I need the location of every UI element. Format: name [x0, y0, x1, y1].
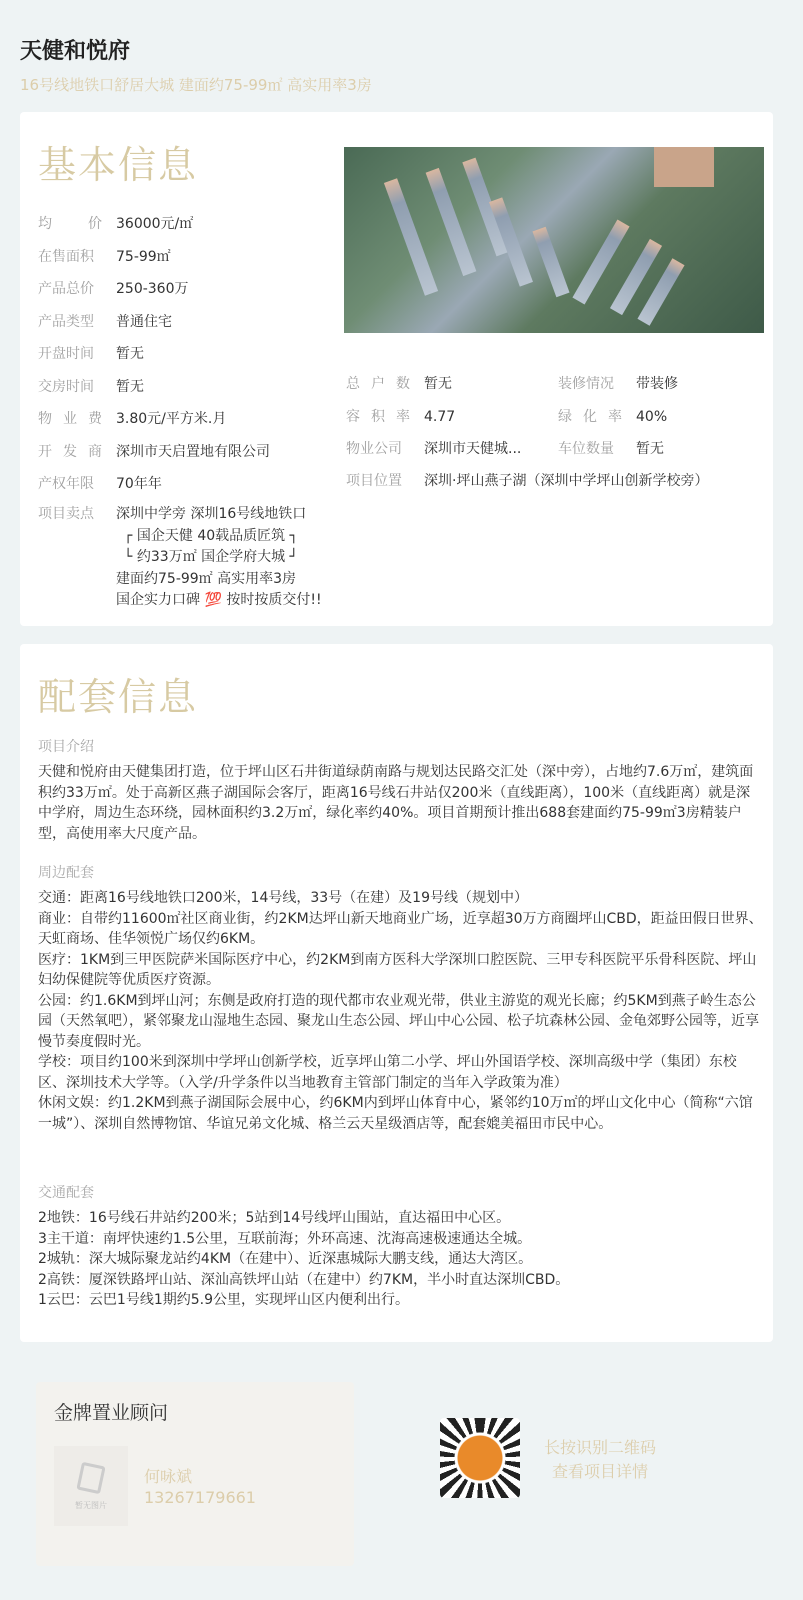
info-label-char: 容 — [346, 408, 360, 425]
info-value: 40% — [636, 408, 668, 425]
info-label-char: 业 — [63, 411, 77, 427]
selling-point-line: 建面约75-99㎡ 高实用率3房 — [116, 570, 297, 587]
traffic-item: 1云巴：云巴1号线1期约5.9公里，实现坪山区内便利出行。 — [38, 1292, 409, 1308]
info-label-char: 商 — [88, 443, 102, 460]
info-label: 在售面积 — [38, 248, 94, 265]
info-value: 75-99㎡ — [116, 248, 171, 265]
qr-hint — [530, 1436, 670, 1484]
info-label — [38, 409, 116, 429]
facilities-card — [20, 644, 773, 1342]
info-row-location — [346, 471, 708, 491]
selling-point-line: 深圳中学旁 深圳16号线地铁口 — [116, 506, 307, 522]
info-row — [38, 377, 144, 397]
info-label: 项目位置 — [346, 473, 402, 489]
photo-placeholder-text: 暂无图片 — [75, 1501, 107, 1510]
surround-item: 商业：自带约11600㎡社区商业街，约2KM达坪山新天地商业广场，近享超30万方商圈坪山CBD，距益田假日世界、天虹商场、佳华领悦广场仅约6KM。 — [38, 910, 763, 947]
info-value: 暂无 — [116, 378, 144, 395]
info-row — [38, 442, 270, 462]
surround-item: 休闲文娱：约1.2KM到燕子湖国际会展中心，约6KM内到坪山体育中心，紧邻约10万㎡的坪山文化中心（简称“六馆一城”）、深圳自然博物馆、华谊兄弟文化城、格兰云天星级酒店等，配套媲美福田市民中心。 — [38, 1095, 753, 1132]
info-label-char: 发 — [63, 443, 77, 460]
selling-points — [38, 504, 322, 612]
info-label-char: 费 — [88, 411, 102, 427]
info-label-char: 均 — [38, 216, 52, 232]
selling-point-line: ┌ 国企天健 40载品质匠筑 ┐ — [124, 527, 299, 544]
info-label — [38, 442, 116, 462]
info-value: 3.80元/平方米.月 — [116, 411, 227, 427]
basic-info-card — [20, 112, 773, 626]
info-value: 4.77 — [424, 408, 456, 425]
advisor-heading: 金牌置业顾问 — [54, 1402, 169, 1424]
qr-hint-line: 长按识别二维码 — [543, 1438, 656, 1457]
info-row — [558, 439, 664, 459]
project-aerial-image[interactable] — [344, 147, 764, 333]
info-value: 暂无 — [424, 376, 452, 392]
traffic-item: 2城轨：深大城际聚龙站约4KM（在建中）、近深惠城际大鹏支线，通达大湾区。 — [38, 1251, 533, 1267]
info-row — [38, 247, 171, 267]
info-value: 普通住宅 — [116, 313, 172, 330]
qr-hint-line: 查看项目详情 — [551, 1462, 648, 1481]
info-row — [38, 474, 162, 494]
info-label-char: 总 — [346, 376, 360, 392]
info-label: 交房时间 — [38, 378, 94, 395]
info-row — [38, 312, 172, 332]
selling-point-line: 国企实力口碑 💯 按时按质交付!! — [116, 592, 322, 608]
info-label: 产品总价 — [38, 281, 94, 297]
surround-item: 学校：项目约100米到深圳中学坪山创新学校，近享坪山第二小学、坪山外国语学校、深圳高级中学（集团）东校区、深圳技术大学等。（入学/升学条件以当地教育主管部门制定的当年入学政策为准） — [38, 1054, 737, 1091]
info-label-char: 开 — [38, 443, 52, 460]
facilities-heading: 配套信息 — [38, 675, 199, 719]
info-row — [38, 279, 189, 299]
surround-item: 医疗：1KM到三甲医院萨米国际医疗中心，约2KM到南方医科大学深圳口腔医院、三甲专科医院平乐骨科医院、坪山妇幼保健院等优质医疗资源。 — [38, 951, 757, 988]
surround-item: 交通：距离16号线地铁口200米，14号线，33号（在建）及19号线（规划中） — [38, 890, 528, 906]
qr-code[interactable] — [440, 1418, 520, 1498]
page-subtitle: 16号线地铁口舒居大城 建面约75-99㎡ 高实用率3房 — [20, 76, 372, 94]
info-value: 暂无 — [636, 441, 664, 457]
info-value: 36000元/㎡ — [116, 216, 194, 232]
basic-info-heading: 基本信息 — [38, 143, 199, 187]
info-label-char: 积 — [371, 408, 385, 425]
info-row — [346, 374, 452, 394]
info-row — [346, 407, 455, 427]
info-label — [346, 407, 424, 427]
info-value: 深圳·坪山燕子湖（深圳中学坪山创新学校旁） — [424, 473, 709, 489]
info-label-char: 户 — [371, 376, 385, 392]
info-row — [38, 344, 144, 364]
traffic-item: 2地铁：16号线石井站约200米；5站到14号线坪山围站，直达福田中心区。 — [38, 1210, 511, 1226]
info-label-char: 率 — [396, 408, 410, 425]
intro-label: 项目介绍 — [38, 739, 94, 755]
surround-label: 周边配套 — [38, 865, 94, 881]
photo-placeholder-icon — [76, 1462, 105, 1494]
info-value: 深圳市天健城... — [424, 441, 522, 457]
info-label-char: 率 — [608, 408, 622, 425]
info-label: 装修情况 — [558, 376, 614, 392]
info-label: 物业公司 — [346, 441, 402, 457]
info-label-char: 数 — [396, 376, 410, 392]
info-label — [558, 407, 636, 427]
info-label: 开盘时间 — [38, 346, 94, 362]
info-label — [346, 374, 424, 394]
info-label-char: 价 — [88, 216, 102, 232]
info-value: 250-360万 — [116, 281, 189, 297]
traffic-item: 3主干道：南坪快速约1.5公里，互联前海；外环高速、沈海高速极速通达全城。 — [38, 1230, 532, 1247]
info-row — [38, 409, 226, 429]
info-value: 带装修 — [636, 376, 678, 392]
advisor-avatar[interactable] — [54, 1446, 128, 1526]
info-label — [38, 214, 116, 234]
info-label-char: 物 — [38, 411, 52, 427]
page-title: 天健和悦府 — [20, 39, 131, 64]
surround-item: 公园：约1.6KM到坪山河；东侧是政府打造的现代都市农业观光带，供业主游览的观光长廊；约5KM到燕子岭生态公园（天然氧吧），紧邻聚龙山湿地生态园、聚龙山生态公园、坪山中心公园、松子坑森林公园、金龟郊野公园等，近享慢节奏度假时光。 — [38, 992, 759, 1050]
info-row — [346, 439, 521, 459]
traffic-item: 2高铁：厦深铁路坪山站、深汕高铁坪山站（在建中）约7KM，半小时直达深圳CBD。 — [38, 1271, 570, 1288]
info-value: 70年年 — [116, 476, 162, 492]
info-label: 产品类型 — [38, 313, 94, 330]
advisor-phone[interactable]: 13267179661 — [144, 1488, 256, 1507]
selling-points-label: 项目卖点 — [38, 506, 94, 522]
info-label: 产权年限 — [38, 476, 94, 492]
info-label-char: 化 — [583, 408, 597, 425]
traffic-list — [38, 1208, 763, 1311]
traffic-label: 交通配套 — [38, 1185, 94, 1201]
info-row — [38, 214, 193, 234]
intro-text: 天健和悦府由天健集团打造，位于坪山区石井街道绿荫南路与规划达民路交汇处（深中旁），占地约7.6万㎡，建筑面积约33万㎡。处于高新区燕子湖国际会客厅，距离16号线石井站仅200米（直线距离），100米（直线距离）就是深中学府，周边生态环绕，园林面积约3.2万㎡，绿化率约40%。项目首期预计推出688套建面约75-99㎡3房精装户型，高使用率大尺度产品。 — [38, 764, 754, 842]
info-label-char: 绿 — [558, 408, 572, 425]
info-value: 暂无 — [116, 346, 144, 362]
info-row — [558, 374, 678, 394]
info-value: 深圳市天启置地有限公司 — [116, 443, 270, 460]
advisor-card — [36, 1382, 354, 1566]
info-label: 车位数量 — [558, 441, 614, 457]
advisor-name: 何咏斌 — [144, 1467, 193, 1486]
info-row — [558, 407, 667, 427]
selling-point-line: └ 约33万㎡ 国企学府大城 ┘ — [124, 549, 299, 565]
surround-list — [38, 888, 763, 1134]
